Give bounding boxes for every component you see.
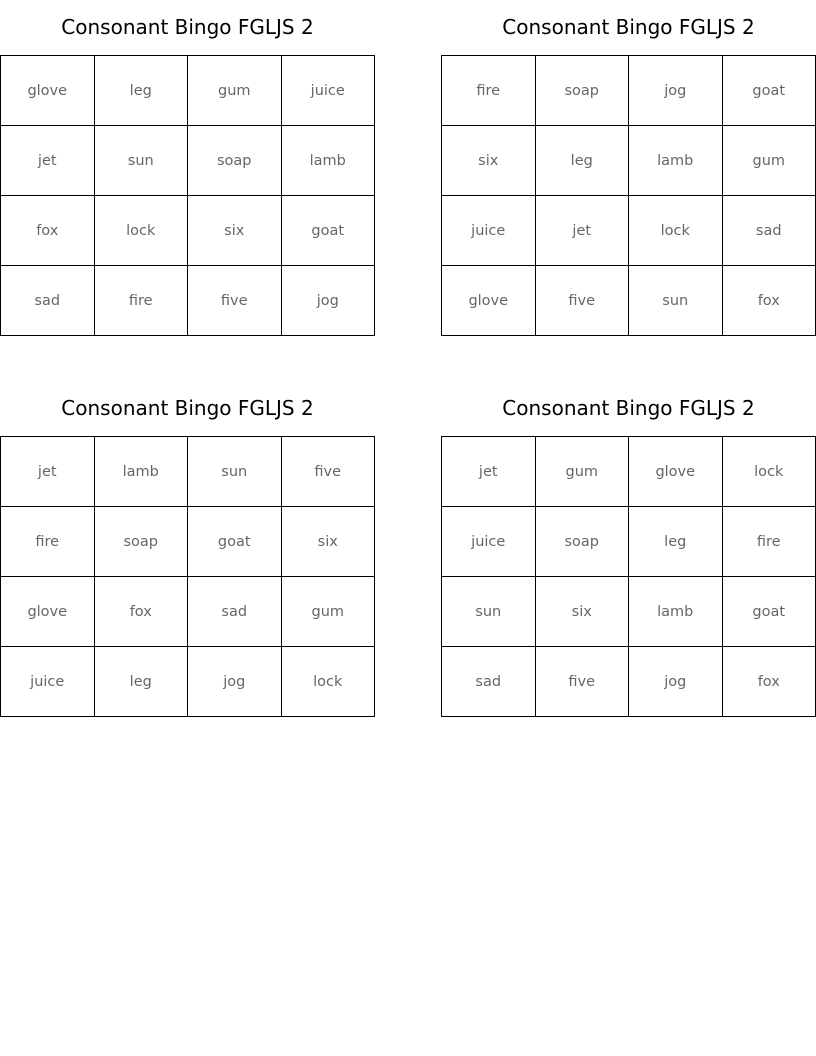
bingo-cell: lock bbox=[281, 647, 375, 717]
bingo-cell: fire bbox=[94, 266, 188, 336]
bingo-cell: sun bbox=[188, 437, 282, 507]
grid-row bbox=[1, 647, 375, 717]
grid-row bbox=[442, 437, 816, 507]
bingo-cell: five bbox=[188, 266, 282, 336]
bingo-cell: lamb bbox=[629, 126, 723, 196]
bingo-cell: lamb bbox=[629, 577, 723, 647]
bingo-cell: lock bbox=[722, 437, 816, 507]
bingo-cell: five bbox=[535, 266, 629, 336]
bingo-cell: gum bbox=[535, 437, 629, 507]
bingo-cell: lamb bbox=[281, 126, 375, 196]
bingo-cell: sun bbox=[442, 577, 536, 647]
bingo-cell: six bbox=[281, 507, 375, 577]
card-title: Consonant Bingo FGLJS 2 bbox=[502, 15, 755, 39]
grid-row bbox=[1, 126, 375, 196]
bingo-cell: glove bbox=[629, 437, 723, 507]
bingo-cell: gum bbox=[188, 56, 282, 126]
bingo-cell: glove bbox=[1, 577, 95, 647]
grid-row bbox=[1, 56, 375, 126]
bingo-cell: fox bbox=[722, 266, 816, 336]
bingo-cell: jet bbox=[1, 437, 95, 507]
bingo-cell: soap bbox=[188, 126, 282, 196]
bingo-cell: leg bbox=[94, 647, 188, 717]
bingo-cell: fire bbox=[1, 507, 95, 577]
grid-row bbox=[442, 126, 816, 196]
bingo-cell: jog bbox=[281, 266, 375, 336]
bingo-cell: sad bbox=[722, 196, 816, 266]
bingo-card bbox=[0, 0, 375, 336]
bingo-grid bbox=[441, 436, 816, 717]
grid-row bbox=[442, 56, 816, 126]
bingo-cell: leg bbox=[535, 126, 629, 196]
bingo-cell: fox bbox=[1, 196, 95, 266]
bingo-cell: jet bbox=[442, 437, 536, 507]
bingo-cell: fox bbox=[722, 647, 816, 717]
card-title: Consonant Bingo FGLJS 2 bbox=[502, 396, 755, 420]
bingo-cell: jog bbox=[188, 647, 282, 717]
bingo-cell: lock bbox=[94, 196, 188, 266]
bingo-cell: jet bbox=[1, 126, 95, 196]
bingo-cell: jet bbox=[535, 196, 629, 266]
bingo-cell: sun bbox=[629, 266, 723, 336]
bingo-cell: six bbox=[535, 577, 629, 647]
grid-row bbox=[1, 507, 375, 577]
bingo-cell: fire bbox=[722, 507, 816, 577]
bingo-cell: jog bbox=[629, 647, 723, 717]
bingo-cell: fire bbox=[442, 56, 536, 126]
bingo-cell: soap bbox=[535, 507, 629, 577]
bingo-cell: five bbox=[281, 437, 375, 507]
grid-row bbox=[1, 577, 375, 647]
bingo-cell: glove bbox=[442, 266, 536, 336]
bingo-cell: juice bbox=[1, 647, 95, 717]
bingo-cell: juice bbox=[281, 56, 375, 126]
card-title: Consonant Bingo FGLJS 2 bbox=[61, 396, 314, 420]
bingo-cell: jog bbox=[629, 56, 723, 126]
grid-row bbox=[442, 507, 816, 577]
card-title: Consonant Bingo FGLJS 2 bbox=[61, 15, 314, 39]
bingo-cell: soap bbox=[535, 56, 629, 126]
bingo-cell: five bbox=[535, 647, 629, 717]
bingo-cell: sad bbox=[1, 266, 95, 336]
bingo-cell: soap bbox=[94, 507, 188, 577]
bingo-cell: juice bbox=[442, 196, 536, 266]
bingo-cell: sad bbox=[442, 647, 536, 717]
bingo-cell: sad bbox=[188, 577, 282, 647]
bingo-card bbox=[441, 0, 816, 336]
bingo-card bbox=[0, 381, 375, 717]
bingo-cell: lamb bbox=[94, 437, 188, 507]
grid-row bbox=[442, 196, 816, 266]
bingo-cell: goat bbox=[188, 507, 282, 577]
bingo-cell: fox bbox=[94, 577, 188, 647]
bingo-cell: six bbox=[442, 126, 536, 196]
grid-row bbox=[442, 266, 816, 336]
grid-row bbox=[1, 437, 375, 507]
bingo-cell: juice bbox=[442, 507, 536, 577]
bingo-cell: six bbox=[188, 196, 282, 266]
bingo-cell: glove bbox=[1, 56, 95, 126]
bingo-cell: lock bbox=[629, 196, 723, 266]
grid-row bbox=[442, 577, 816, 647]
bingo-cell: gum bbox=[722, 126, 816, 196]
grid-row bbox=[442, 647, 816, 717]
bingo-cell: goat bbox=[722, 56, 816, 126]
bingo-cell: goat bbox=[722, 577, 816, 647]
bingo-cell: gum bbox=[281, 577, 375, 647]
bingo-cell: sun bbox=[94, 126, 188, 196]
bingo-grid bbox=[441, 55, 816, 336]
grid-row bbox=[1, 266, 375, 336]
bingo-card bbox=[441, 381, 816, 717]
bingo-grid bbox=[0, 436, 375, 717]
bingo-grid bbox=[0, 55, 375, 336]
bingo-cell: goat bbox=[281, 196, 375, 266]
bingo-cell: leg bbox=[629, 507, 723, 577]
bingo-cell: leg bbox=[94, 56, 188, 126]
grid-row bbox=[1, 196, 375, 266]
